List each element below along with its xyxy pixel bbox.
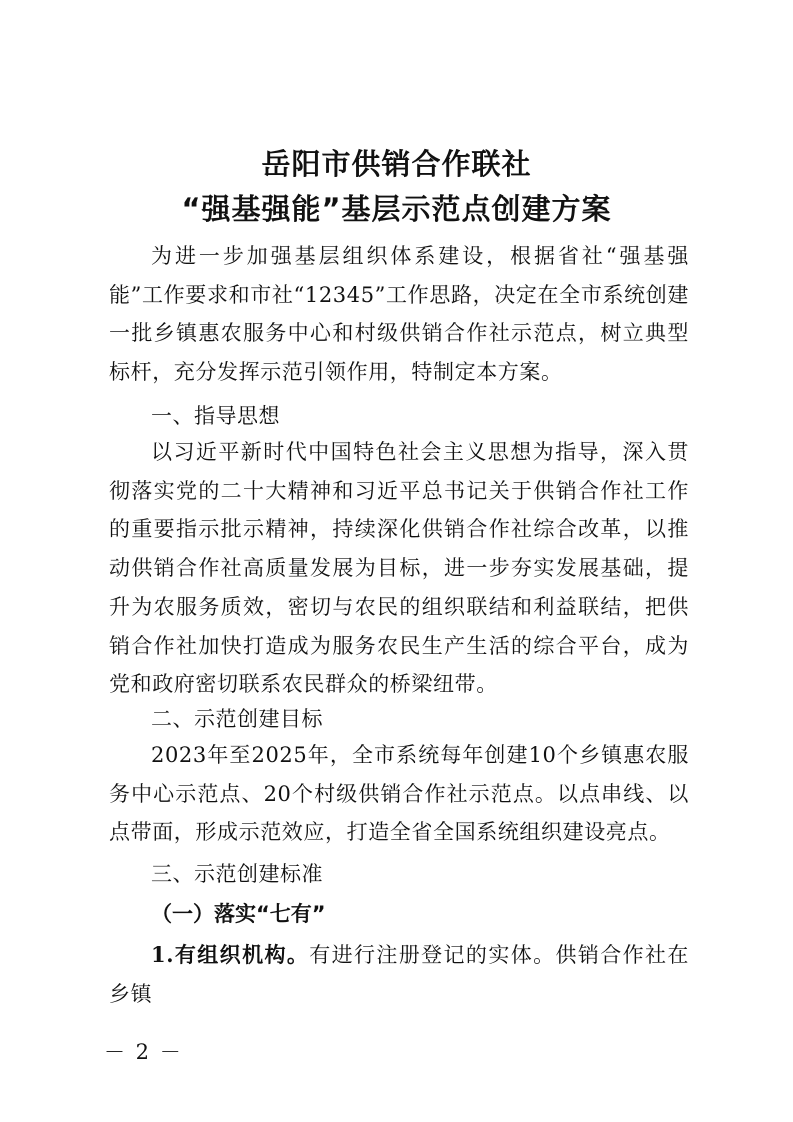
standard-item-paragraph	[109, 936, 689, 1013]
section-heading-creation-goals: 二、示范创建目标	[151, 707, 323, 731]
standard-item-text: 有进行注册登记的实体。供销合作社在乡镇	[109, 943, 689, 1006]
document-title-line-1: 岳阳市供销合作联社	[261, 147, 532, 181]
document-title-line-2: “强基强能”基层示范点创建方案	[181, 192, 612, 226]
guiding-ideology-paragraph: 以习近平新时代中国特色社会主义思想为指导，深入贯彻落实党的二十大精神和习近平总书记关于供销合作社工作的重要指示批示精神，持续深化供销合作社综合改革，以推动供销合作社高质量发展为目标，进一步夯实发展基础，提升为农服务质效，密切与农民的组织联结和利益联结，把供销合作社加快打造成为服务农民生产生活的综合平台，成为党和政府密切联系农民群众的桥梁纽带。	[109, 440, 689, 697]
standard-item-label: 1.有组织机构。	[151, 942, 310, 967]
creation-goals-paragraph: 2023年至2025年，全市系统每年创建10个乡镇惠农服务中心示范点、20个村级供销合作社示范点。以点串线、以点带面，形成示范效应，打造全省全国系统组织建设亮点。	[109, 743, 689, 845]
subsection-heading-seven-haves: （一）落实“七有”	[151, 902, 326, 926]
page-number: － 2 －	[104, 1040, 183, 1064]
section-heading-creation-standards: 三、示范创建标准	[151, 862, 323, 886]
section-heading-guiding-ideology: 一、指导思想	[151, 404, 280, 428]
intro-paragraph: 为进一步加强基层组织体系建设，根据省社“强基强能”工作要求和市社“12345”工作思路，决定在全市系统创建一批乡镇惠农服务中心和村级供销合作社示范点，树立典型标杆，充分发挥示范引领作用，特制定本方案。	[109, 244, 689, 385]
